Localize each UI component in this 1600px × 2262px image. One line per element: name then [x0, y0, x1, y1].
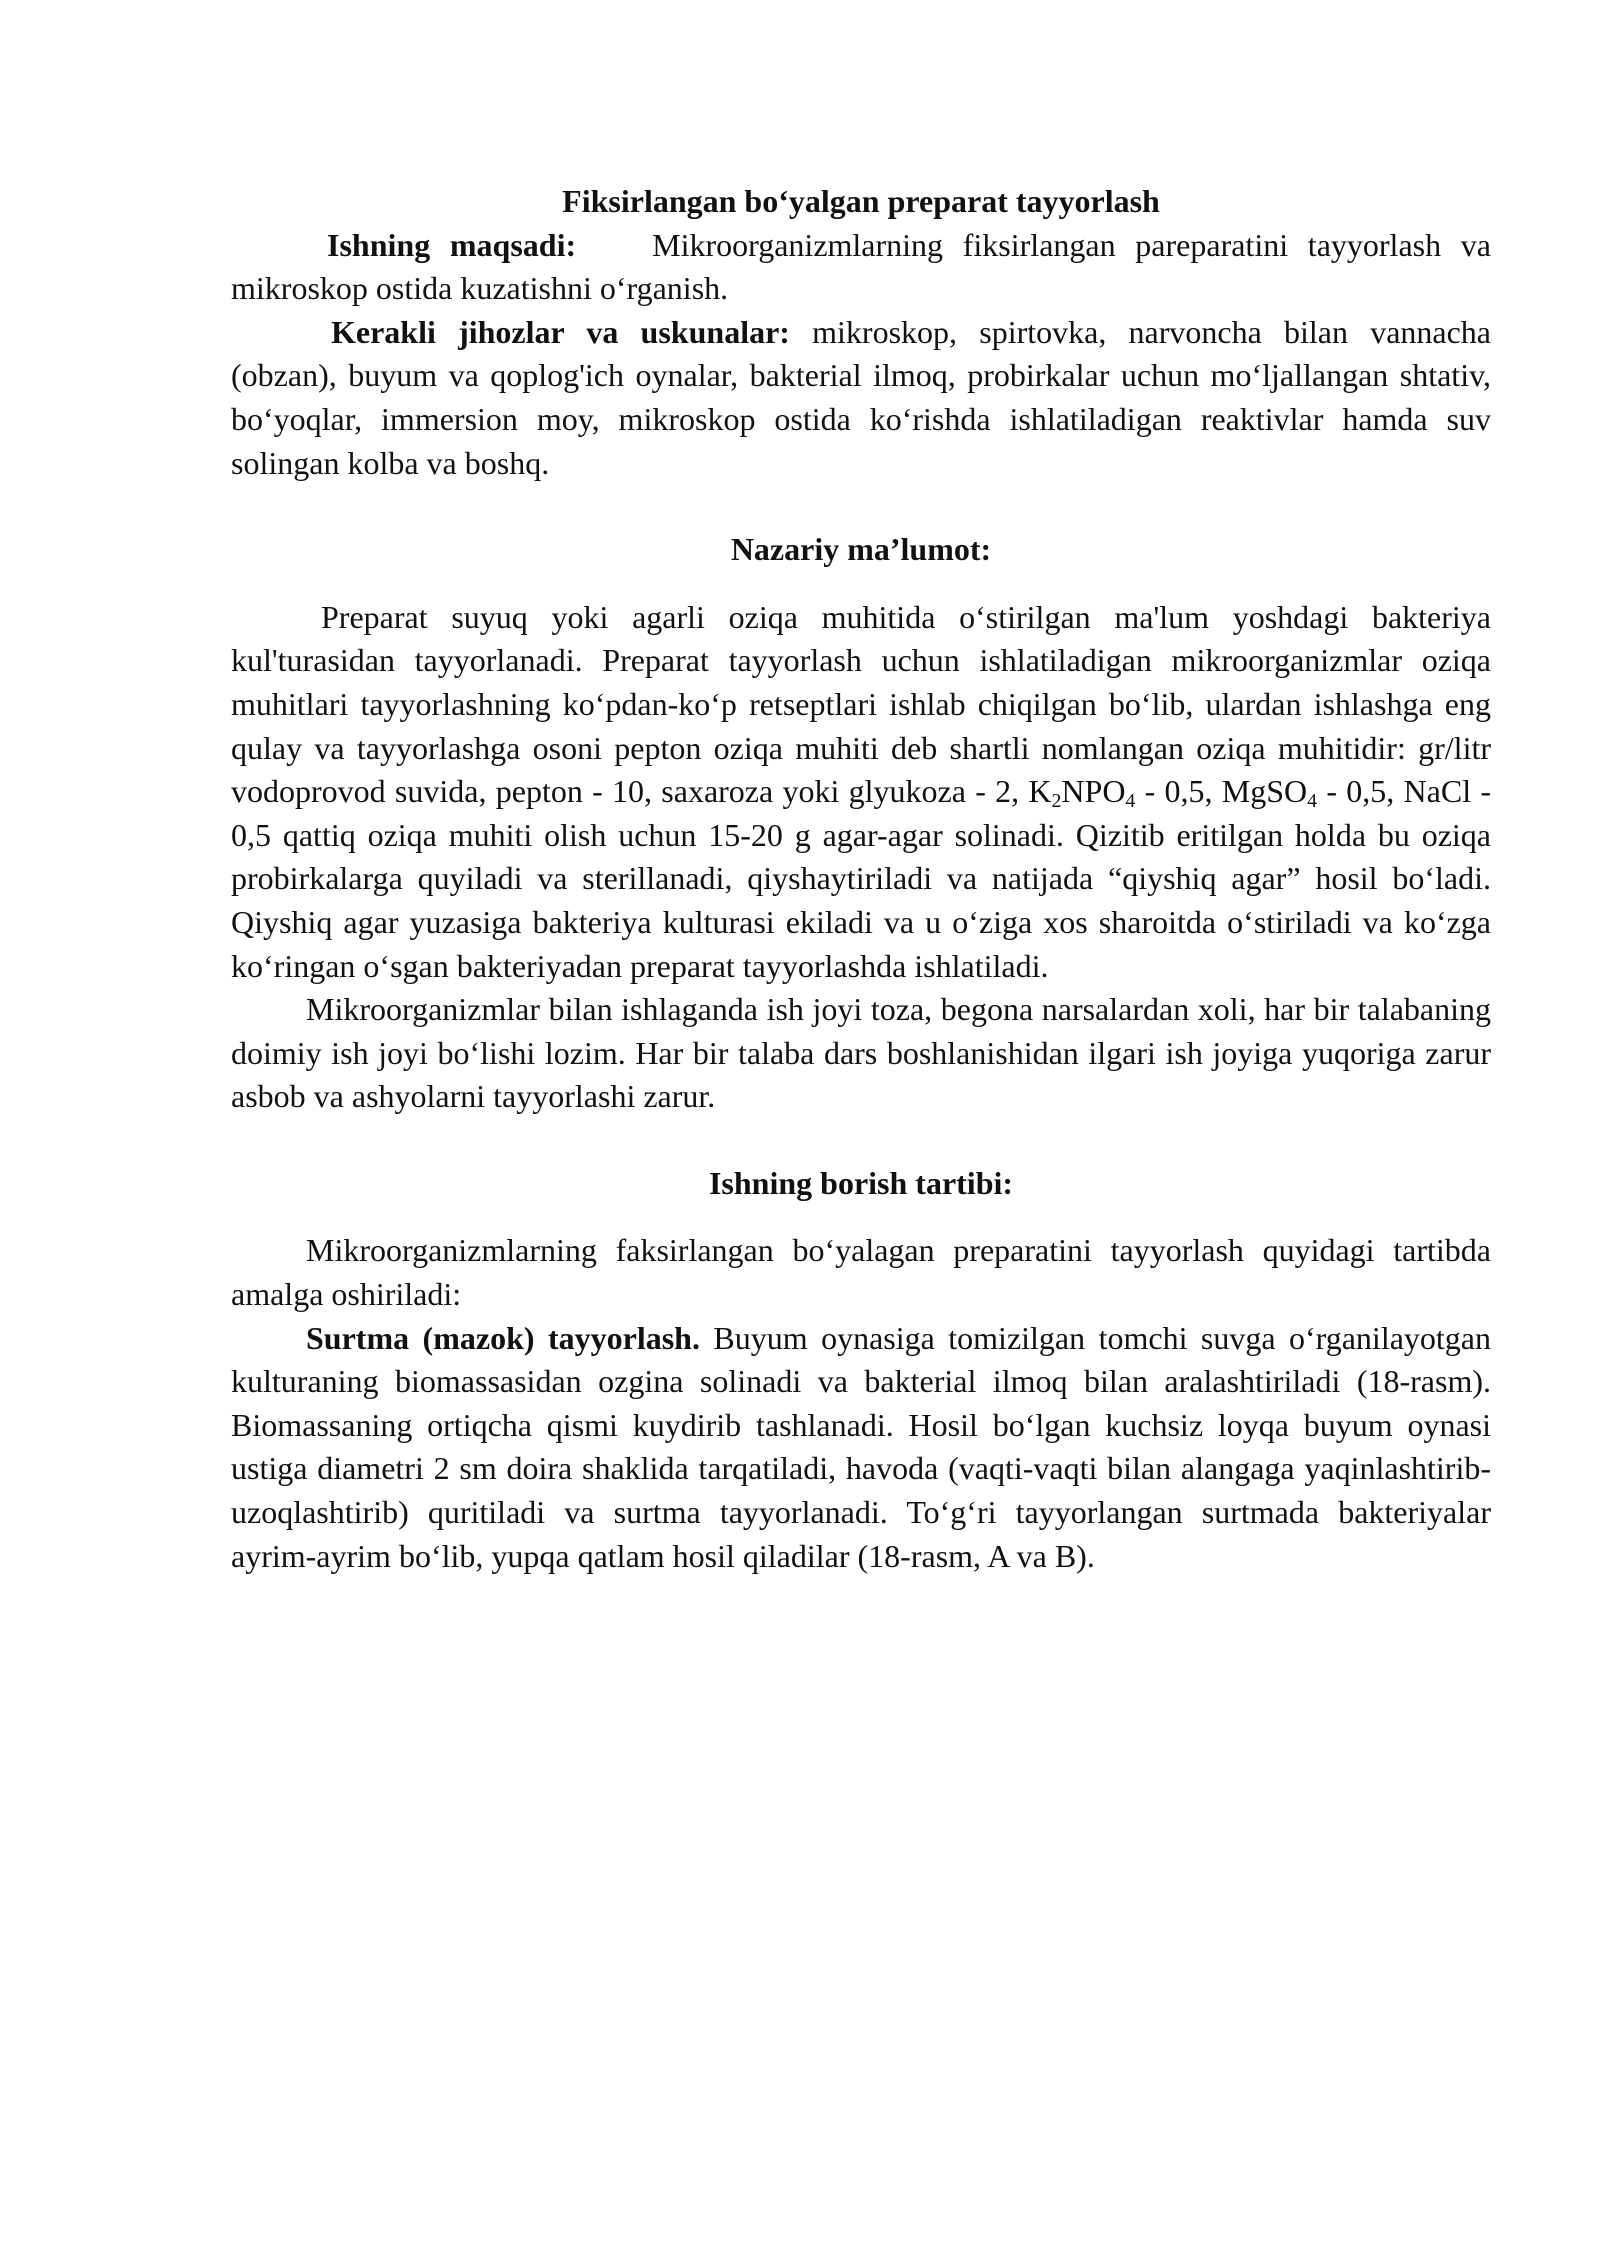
spacer: [231, 1205, 1491, 1229]
spacer: [231, 485, 1491, 528]
subscript: 2: [1051, 790, 1062, 813]
theory-heading: Nazariy ma’lumot:: [730, 531, 992, 568]
purpose-label: Ishning maqsadi:: [327, 226, 577, 263]
equipment-text: mikroskop, spirtovka, narvoncha bilan vannacha (obzan), buyum va qoplog'ich oynalar, bakterial ilmoq, probirkalar uchun mo‘ljallangan shtativ, bo‘yoqlar, immersion moy, mikroskop ostida ko‘rishda ishlatiladigan reaktivlar hamda suv solingan kolba va boshq.: [231, 313, 1491, 481]
theory-text-c: - 0,5, MgSO: [1135, 773, 1308, 810]
purpose-text: Mikroorganizmlarning fiksirlangan pareparatini tayyorlash va mikroskop ostida kuzatishni o‘rganish.: [231, 226, 1491, 307]
spacer: [231, 1119, 1491, 1162]
procedure-heading: Ishning borish tartibi:: [708, 1164, 1014, 1201]
theory-paragraph-1: [231, 596, 1491, 988]
smear-label: Surtma (mazok) tayyorlash.: [306, 1319, 700, 1356]
theory-text-d: - 0,5, NaCl - 0,5 qattiq oziqa muhiti olish uchun 15-20 g agar-agar solinadi. Qizitib eritilgan holda bu oziqa probirkalarga quyiladi va sterillanadi, qiyshaytiriladi va natijada “qiyshiq agar” hosil bo‘ladi. Qiyshiq agar yuzasiga bakteriya kulturasi ekiladi va u o‘ziga xos sharoitda o‘stiriladi va ko‘zga ko‘ringan o‘sgan bakteriyadan preparat tayyorlashda ishlatiladi.: [231, 773, 1491, 984]
smear-paragraph: [231, 1317, 1491, 1579]
spacer: [231, 572, 1491, 596]
document-title: Fiksirlangan bo‘yalgan preparat tayyorlash: [562, 183, 1160, 219]
smear-text: Buyum oynasiga tomizilgan tomchi suvga o‘rganilayotgan kulturaning biomassasidan ozgina solinadi va bakterial ilmoq bilan aralashtiriladi (18-rasm). Biomassaning ortiqcha qismi kuydirib tashlanadi. Hosil bo‘lgan kuchsiz loyqa buyum oynasi ustiga diametri 2 sm doira shaklida tarqatiladi, havoda (vaqti-vaqti bilan alangaga yaqinlashtirib-uzoqlashtirib) quritiladi va surtma tayyorlanadi. To‘g‘ri tayyorlangan surtmada bakteriyalar ayrim-ayrim bo‘lib, yupqa qatlam hosil qiladilar (18-rasm, A va B).: [231, 1319, 1492, 1574]
theory-text-b: NPO: [1061, 773, 1126, 810]
document-page: [231, 180, 1491, 1578]
theory-paragraph-2: Mikroorganizmlar bilan ishlaganda ish joyi toza, begona narsalardan xoli, har bir talabaning doimiy ish joyi bo‘lishi lozim. Har bir talaba dars boshlanishidan ilgari ish joyiga yuqoriga zarur asbob va ashyolarni tayyorlashi zarur.: [231, 991, 1491, 1115]
subscript: 4: [1307, 790, 1318, 813]
equipment-label: Kerakli jihozlar va uskunalar:: [331, 313, 790, 350]
purpose-paragraph: [231, 224, 1491, 311]
theory-text-a: Preparat suyuq yoki agarli oziqa muhitida o‘stirilgan ma'lum yoshdagi bakteriya kul'turasidan tayyorlanadi. Preparat tayyorlash uchun ishlatiladigan mikroorganizmlar oziqa muhitlari tayyorlashning ko‘pdan-ko‘p retseptlari ishlab chiqilgan bo‘lib, ulardan ishlashga eng qulay va tayyorlashga osoni pepton oziqa muhiti deb shartli nomlangan oziqa muhitidir: gr/litr vodoprovod suvida, pepton - 10, saxaroza yoki glyukoza - 2, K: [231, 598, 1491, 810]
procedure-paragraph-1: Mikroorganizmlarning faksirlangan bo‘yalagan preparatini tayyorlash quyidagi tartibda amalga oshiriladi:: [231, 1232, 1491, 1313]
subscript: 4: [1125, 790, 1136, 813]
equipment-paragraph: [231, 311, 1491, 485]
